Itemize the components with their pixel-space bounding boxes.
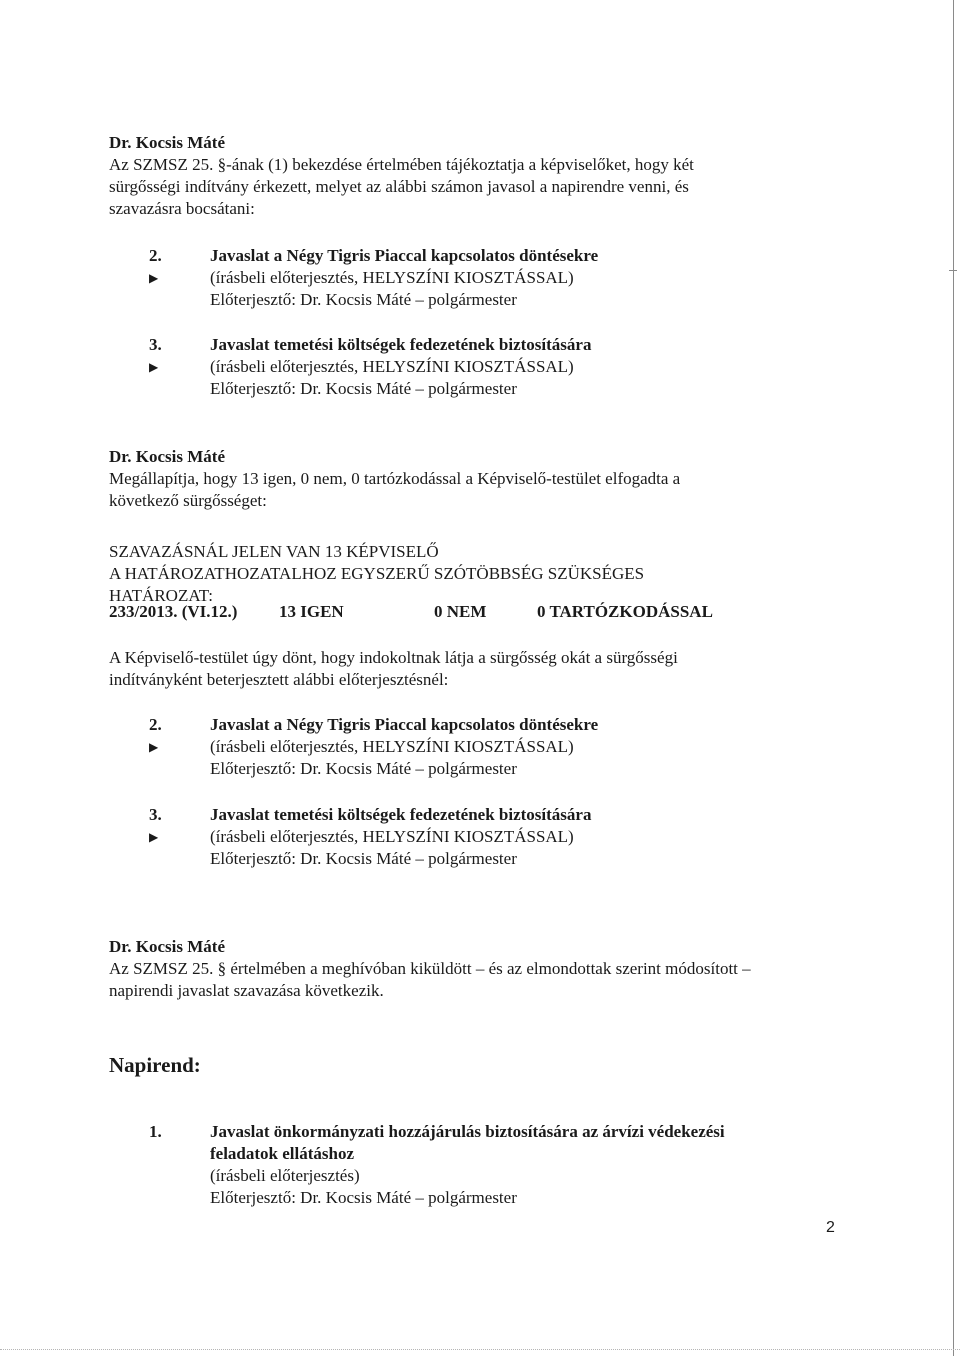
paragraph-line: Az SZMSZ 25. §-ának (1) bekezdése értelmében tájékoztatja a képviselőket, hogy két — [109, 155, 694, 174]
paragraph-line: Megállapítja, hogy 13 igen, 0 nem, 0 tartózkodással a Képviselő-testület elfogadta a — [109, 469, 681, 488]
decision-paragraph — [109, 647, 839, 691]
item-title: Javaslat temetési költségek fedezetének biztosítására — [210, 335, 592, 354]
majority-requirement: A HATÁROZATHOZATALHOZ EGYSZERŰ SZÓTÖBBSÉG SZÜKSÉGES — [109, 564, 645, 583]
triangle-bullet-icon: ▶ — [149, 830, 159, 844]
paragraph-line: napirendi javaslat szavazása következik. — [109, 981, 384, 1000]
item-presenter: Előterjesztő: Dr. Kocsis Máté – polgármester — [210, 290, 517, 309]
item-title: Javaslat temetési költségek fedezetének biztosítására — [210, 805, 592, 824]
paragraph-line: Az SZMSZ 25. § értelmében a meghívóban kiküldött – és az elmondottak szerint módosított – — [109, 959, 751, 978]
resolution-number: 233/2013. (VI.12.) — [109, 602, 238, 621]
voting-block — [109, 541, 839, 607]
result-paragraph — [109, 446, 839, 512]
resolution-line — [109, 601, 839, 623]
item-title: Javaslat a Négy Tigris Piaccal kapcsolatos döntésekre — [210, 715, 599, 734]
triangle-bullet-icon: ▶ — [149, 271, 159, 285]
item-title: Javaslat a Négy Tigris Piaccal kapcsolatos döntésekre — [210, 246, 599, 265]
item-presenter: Előterjesztő: Dr. Kocsis Máté – polgármester — [210, 759, 517, 778]
item-number: 2. — [149, 246, 162, 265]
item-subtitle: (írásbeli előterjesztés, HELYSZÍNI KIOSZTÁSSAL) — [210, 827, 574, 846]
paragraph-line: indítványként beterjesztett alábbi előterjesztésnél: — [109, 670, 449, 689]
paragraph-line: sürgősségi indítvány érkezett, melyet az alábbi számon javasol a napirendre venni, és — [109, 177, 689, 196]
right-margin-rule — [953, 0, 954, 1356]
resolution-label: HATÁROZAT: — [109, 586, 213, 605]
bottom-dotted-rule — [0, 1349, 960, 1351]
item-presenter: Előterjesztő: Dr. Kocsis Máté – polgármester — [210, 379, 517, 398]
item-subtitle: (írásbeli előterjesztés, HELYSZÍNI KIOSZTÁSSAL) — [210, 268, 574, 287]
item-subtitle: (írásbeli előterjesztés) — [210, 1166, 360, 1185]
vote-abstain: 0 TARTÓZKODÁSSAL — [537, 602, 713, 621]
item-title: Javaslat önkormányzati hozzájárulás biztosítására az árvízi védekezési — [210, 1122, 725, 1141]
item-number: 1. — [149, 1122, 162, 1141]
page-number: 2 — [826, 1219, 835, 1236]
item-subtitle: (írásbeli előterjesztés, HELYSZÍNI KIOSZTÁSSAL) — [210, 357, 574, 376]
paragraph-line: szavazásra bocsátani: — [109, 199, 255, 218]
agenda-heading: Napirend: — [109, 1053, 201, 1077]
paragraph-line: A Képviselő-testület úgy dönt, hogy indokoltnak látja a sürgősség okát a sürgősségi — [109, 648, 678, 667]
margin-tick-mark — [949, 270, 957, 271]
agenda-vote-paragraph — [109, 936, 839, 1002]
item-number: 2. — [149, 715, 162, 734]
intro-paragraph — [109, 132, 839, 220]
item-subtitle: (írásbeli előterjesztés, HELYSZÍNI KIOSZTÁSSAL) — [210, 737, 574, 756]
triangle-bullet-icon: ▶ — [149, 740, 159, 754]
speaker-name: Dr. Kocsis Máté — [109, 447, 225, 466]
paragraph-line: következő sürgősséget: — [109, 491, 267, 510]
item-presenter: Előterjesztő: Dr. Kocsis Máté – polgármester — [210, 849, 517, 868]
item-presenter: Előterjesztő: Dr. Kocsis Máté – polgármester — [210, 1188, 517, 1207]
speaker-name: Dr. Kocsis Máté — [109, 937, 225, 956]
speaker-name: Dr. Kocsis Máté — [109, 133, 225, 152]
item-title-continued: feladatok ellátáshoz — [210, 1144, 355, 1163]
present-count: SZAVAZÁSNÁL JELEN VAN 13 KÉPVISELŐ — [109, 542, 439, 561]
vote-yes: 13 IGEN — [279, 602, 344, 621]
item-number: 3. — [149, 805, 162, 824]
vote-no: 0 NEM — [434, 602, 487, 621]
item-number: 3. — [149, 335, 162, 354]
triangle-bullet-icon: ▶ — [149, 360, 159, 374]
